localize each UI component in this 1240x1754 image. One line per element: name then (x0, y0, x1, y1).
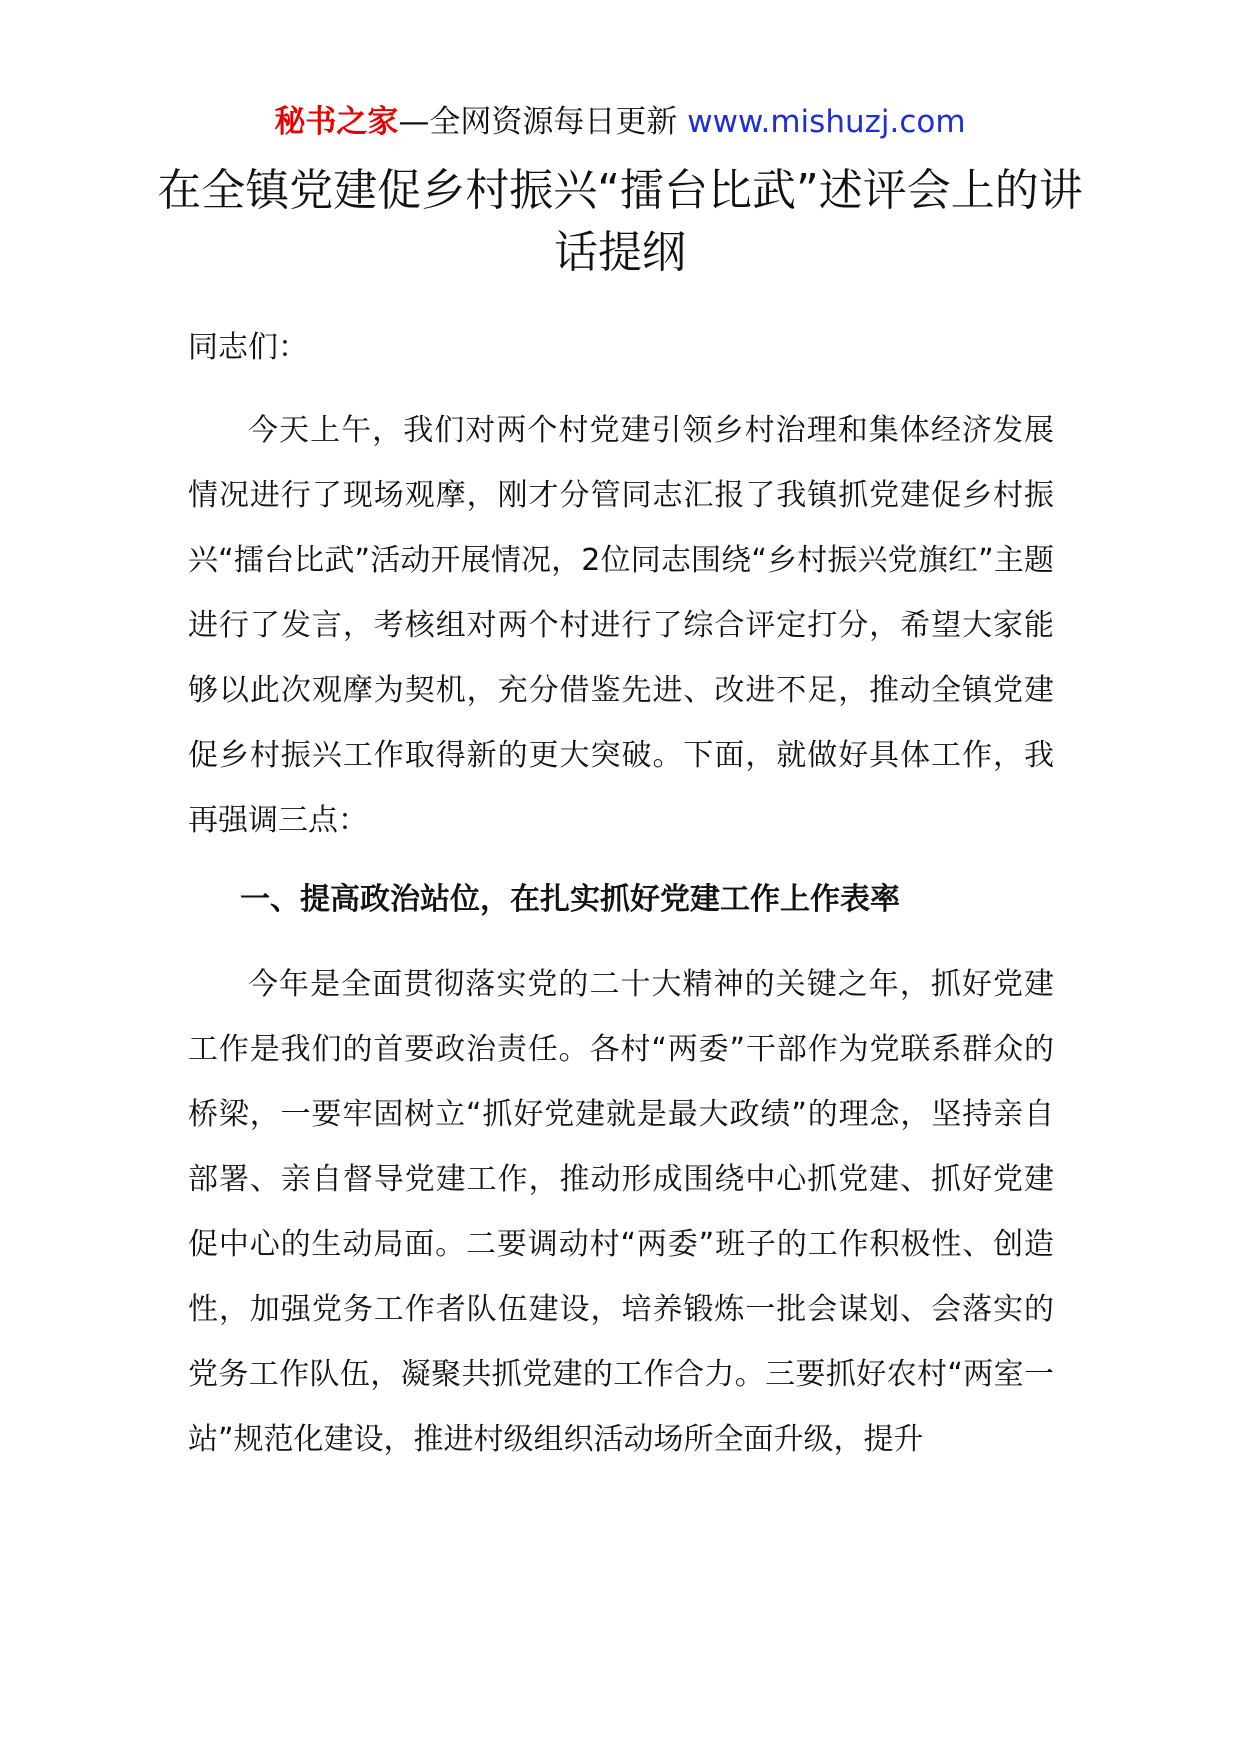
site-url-link[interactable]: www.mishuzj.com (687, 104, 966, 140)
document-title: 在全镇党建促乡村振兴“擂台比武”述评会上的讲话提纲 (157, 165, 1083, 278)
header-tagline: —全网资源每日更新 (398, 104, 678, 140)
body-paragraph: 今年是全面贯彻落实党的二十大精神的关键之年，抓好党建工作是我们的首要政治责任。各村“两委”干部作为党联系群众的桥梁，一要牢固树立“抓好党建就是最大政绩”的理念，坚持亲自部署、亲自督导党建工作，推动形成围绕中心抓党建、抓好党建促中心的生动局面。二要调动村“两委”班子的工作积极性、创造性，加强党务工作者队伍建设，培养锻炼一批会谋划、会落实的党务工作队伍，凝聚共抓党建的工作合力。三要抓好农村“两室一站”规范化建设，推进村级组织活动场所全面升级，提升 (188, 967, 1054, 1457)
body-paragraph: 今天上午，我们对两个村党建引领乡村治理和集体经济发展情况进行了现场观摩，刚才分管同志汇报了我镇抓党建促乡村振兴“擂台比武”活动开展情况，2位同志围绕“乡村振兴党旗红”主题进行了发言，考核组对两个村进行了综合评定打分，希望大家能够以此次观摩为契机，充分借鉴先进、改进不足，推动全镇党建促乡村振兴工作取得新的更大突破。下面，就做好具体工作，我再强调三点： (188, 413, 1054, 838)
salutation: 同志们： (188, 330, 308, 365)
brand-name: 秘书之家 (274, 104, 399, 140)
site-header (0, 100, 1240, 144)
section-heading: 一、提高政治站位，在扎实抓好党建工作上作表率 (240, 882, 900, 917)
